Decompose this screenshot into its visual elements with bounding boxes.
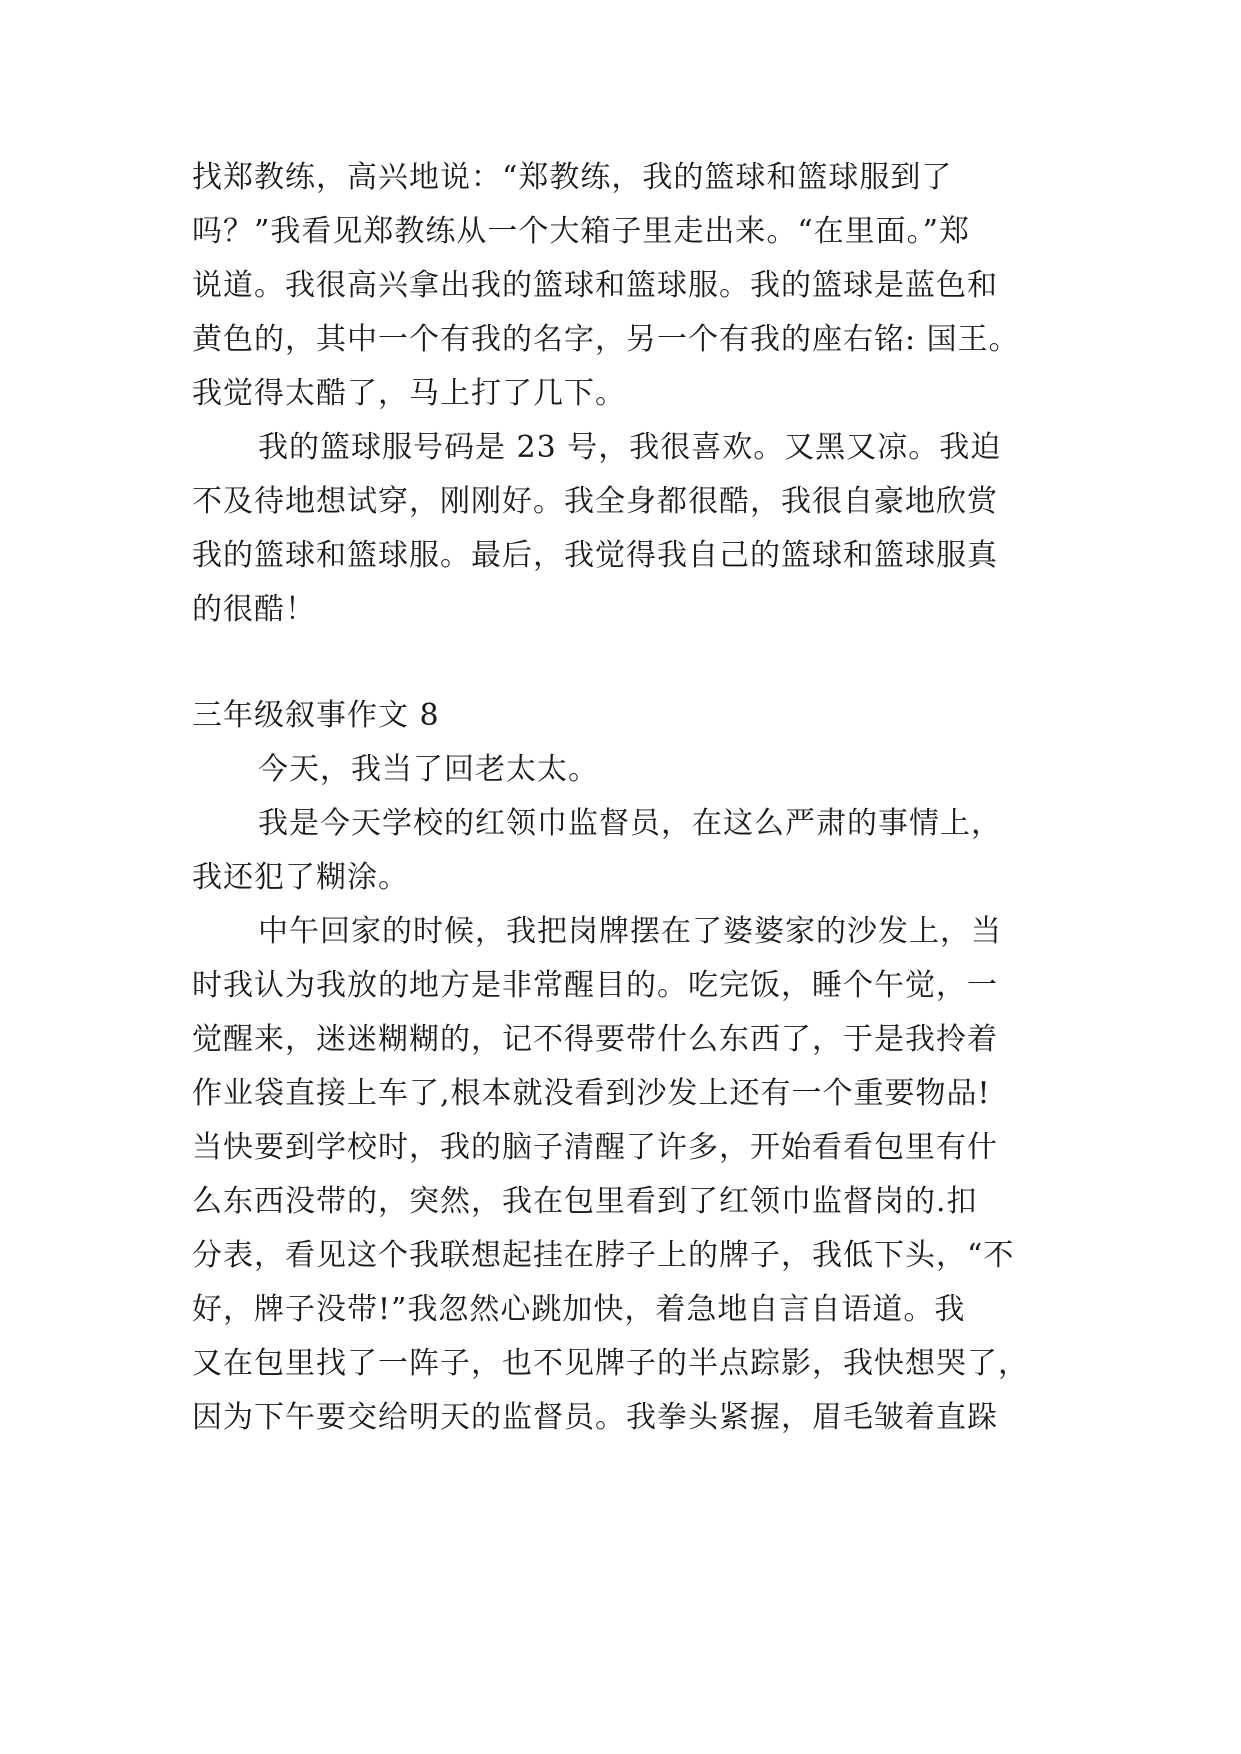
text-line: 时我认为我放的地方是非常醒目的。吃完饭，睡个午觉，一 — [192, 968, 998, 1003]
text-line: 吗？”我看见郑教练从一个大箱子里走出来。“在里面。”郑 — [192, 214, 971, 249]
text-line: 不及待地想试穿，刚刚好。我全身都很酷，我很自豪地欣赏 — [192, 484, 998, 519]
text-line: 我是今天学校的红领巾监督员，在这么严肃的事情上， — [258, 806, 1002, 841]
text-line: 说道。我很高兴拿出我的篮球和篮球服。我的篮球是蓝色和 — [192, 268, 998, 303]
text-line: 好，牌子没带!”我忽然心跳加快，着急地自言自语道。我 — [192, 1292, 966, 1327]
text-line: 我还犯了糊涂。 — [192, 860, 409, 895]
text-line: 中午回家的时候，我把岗牌摆在了婆婆家的沙发上，当 — [258, 914, 1002, 949]
text-line: 因为下午要交给明天的监督员。我拳头紧握，眉毛皱着直跺 — [192, 1400, 998, 1435]
text-line: 当快要到学校时，我的脑子清醒了许多，开始看看包里有什 — [192, 1130, 998, 1165]
text-line: 么东西没带的，突然，我在包里看到了红领巾监督岗的.扣 — [192, 1184, 978, 1219]
text-line: 觉醒来，迷迷糊糊的，记不得要带什么东西了，于是我拎着 — [192, 1022, 998, 1057]
text-line: 黄色的，其中一个有我的名字，另一个有我的座右铭: 国王。 — [192, 322, 1020, 357]
text-line: 找郑教练，高兴地说：“郑教练，我的篮球和篮球服到了 — [192, 160, 953, 195]
text-line: 今天，我当了回老太太。 — [258, 752, 599, 787]
text-line: 作业袋直接上车了,根本就没看到沙发上还有一个重要物品! — [192, 1076, 991, 1111]
text-line: 我的篮球服号码是 23 号，我很喜欢。又黑又凉。我迫 — [258, 430, 1002, 465]
text-line: 的很酷！ — [192, 592, 316, 627]
section-heading: 三年级叙事作文 8 — [192, 698, 440, 733]
text-line: 我觉得太酷了，马上打了几下。 — [192, 376, 626, 411]
text-line: 分表，看见这个我联想起挂在脖子上的牌子，我低下头，“不 — [192, 1238, 1015, 1273]
text-line: 我的篮球和篮球服。最后，我觉得我自己的篮球和篮球服真 — [192, 538, 998, 573]
text-line: 又在包里找了一阵子，也不见牌子的半点踪影，我快想哭了， — [192, 1346, 1029, 1381]
